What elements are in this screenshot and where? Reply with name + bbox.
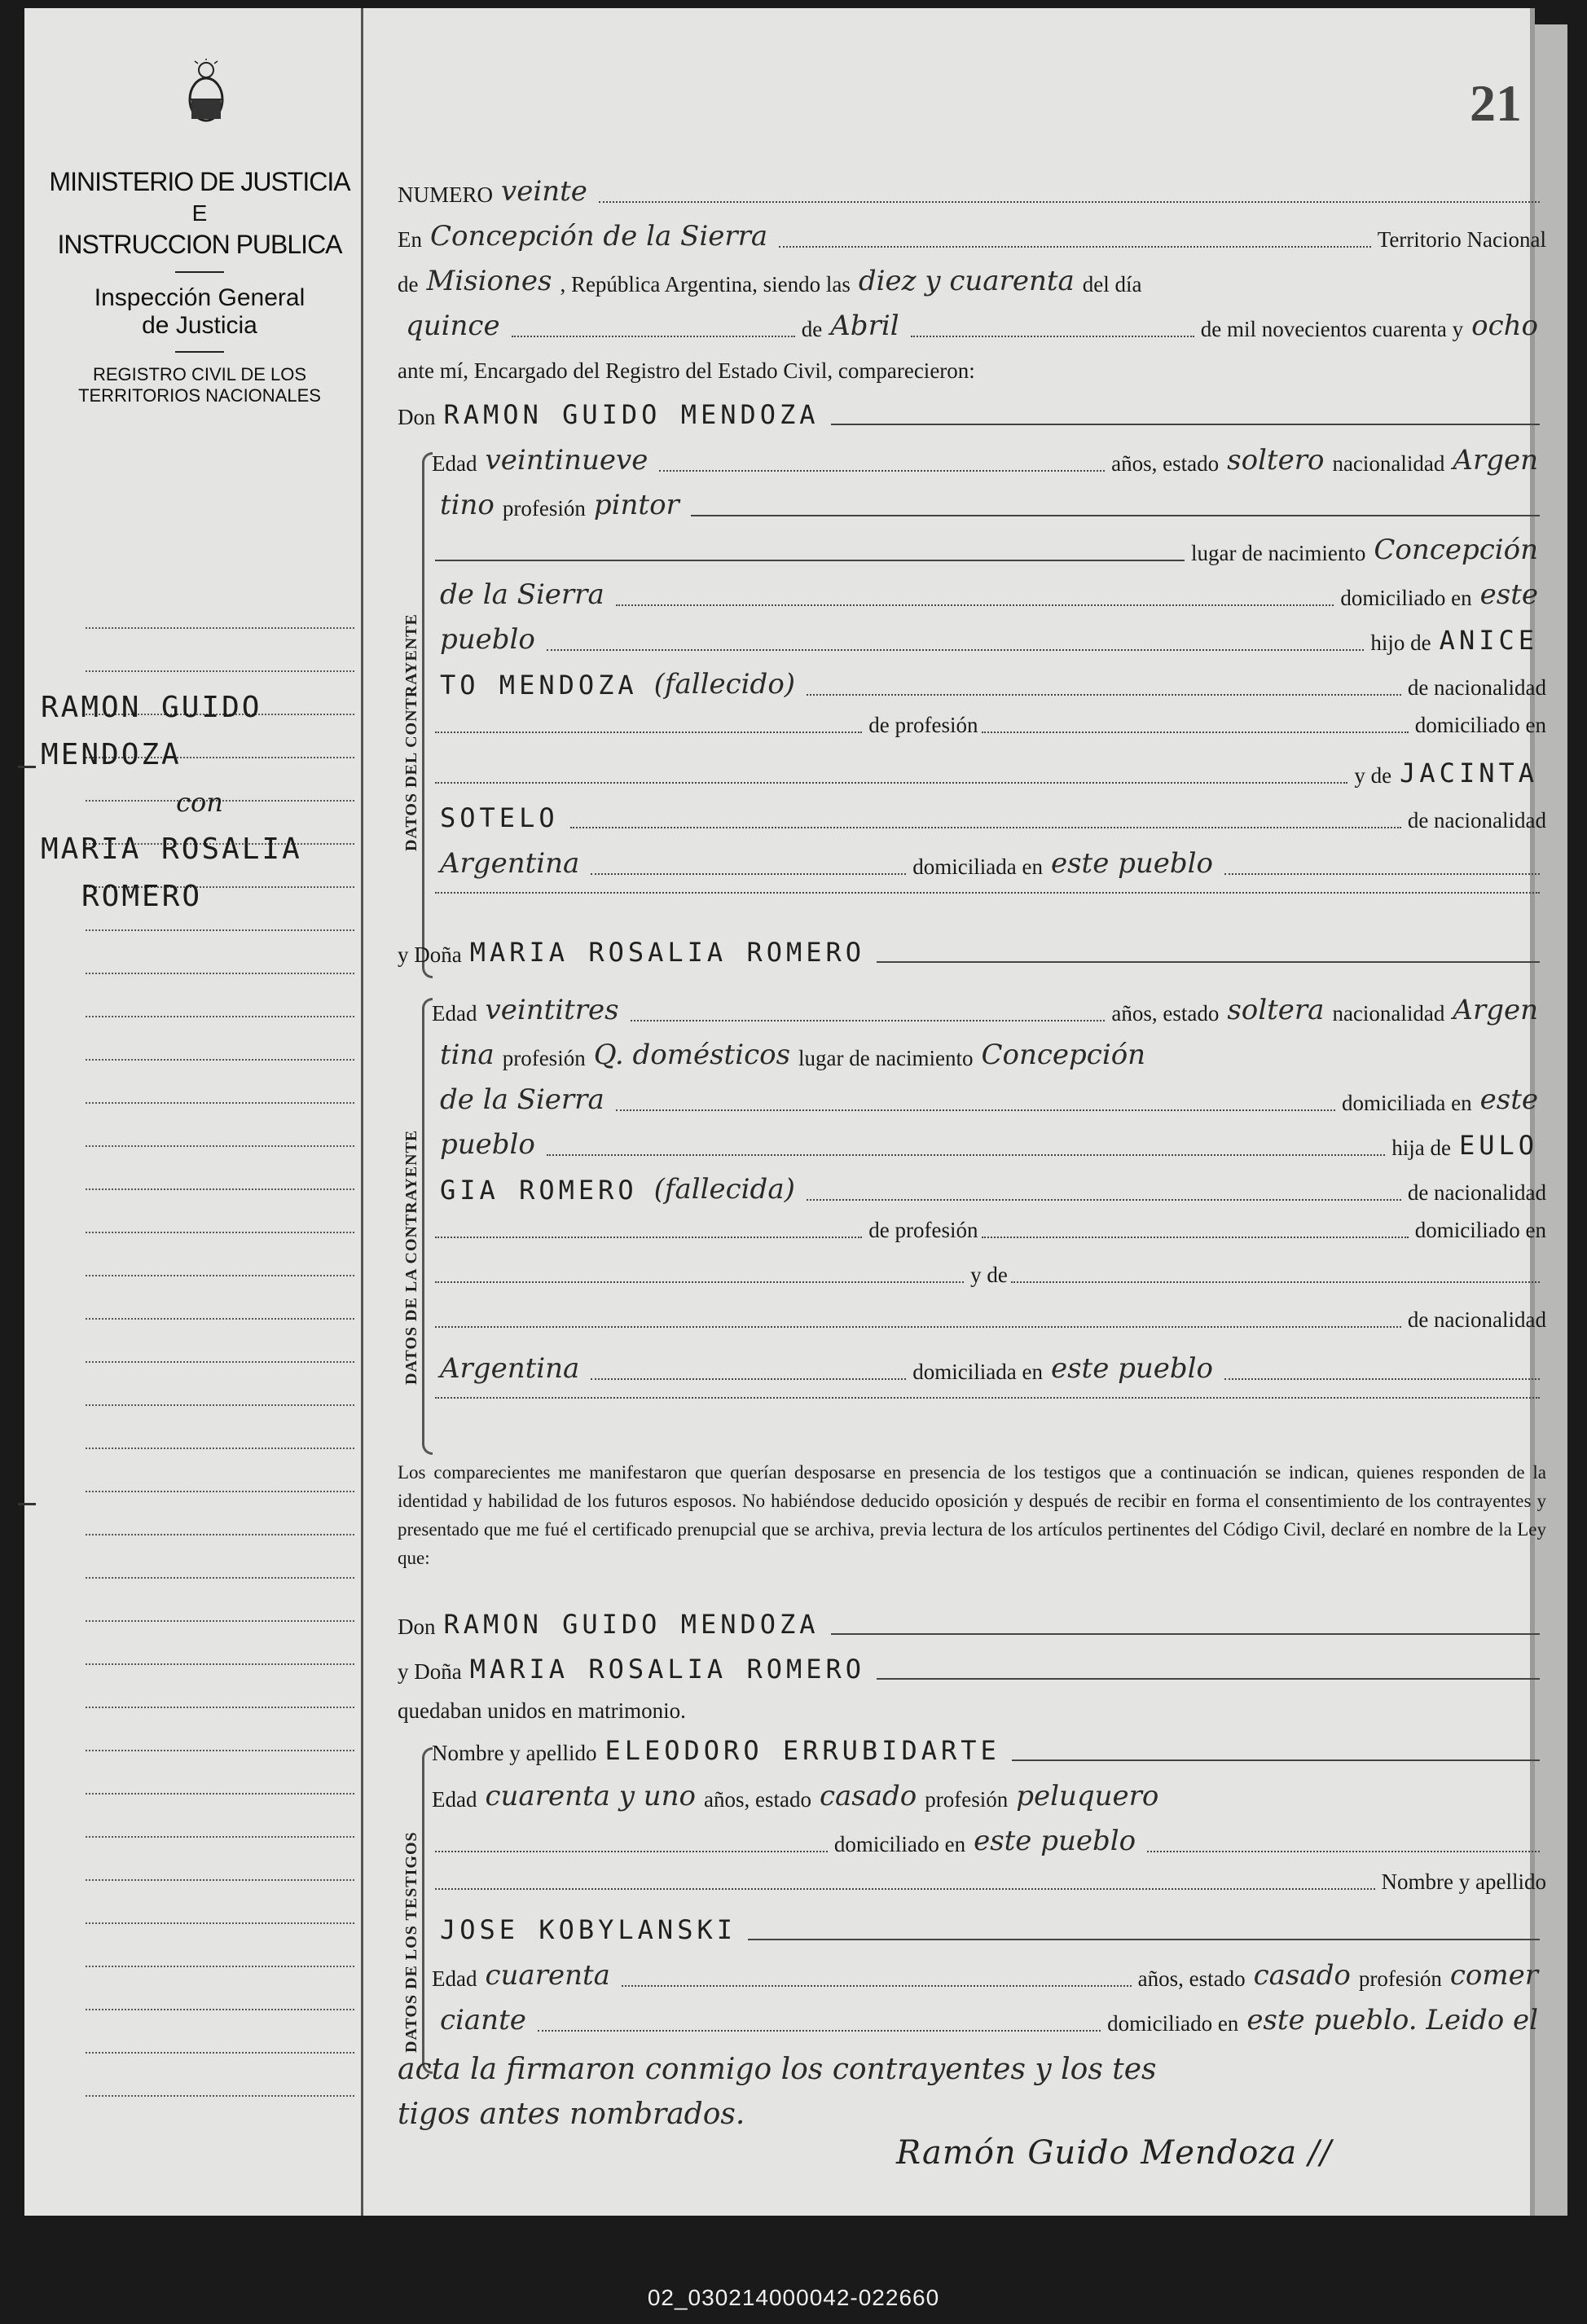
groom-madre-2: SOTELO: [440, 802, 559, 833]
row-groom-madre: [432, 802, 1546, 833]
margin-bride-line-1: MARIA ROSALIA: [41, 833, 302, 866]
lugar-nac-label: lugar de nacimiento: [1190, 541, 1366, 565]
footer-id: 02_030214000042-022660: [647, 2285, 940, 2310]
de-nac-label-2: de nacionalidad: [1407, 808, 1546, 833]
groom-edad: veintinueve: [485, 444, 648, 477]
domiciliado-label: domiciliado en: [1340, 586, 1472, 610]
w2-edad: cuarenta: [485, 1959, 610, 1992]
lugar-nac-label: lugar de nacimiento: [798, 1046, 974, 1070]
fill-line: [622, 1985, 1132, 1987]
row-w1-edad: [432, 1780, 1546, 1812]
dia-value: quince: [406, 310, 500, 342]
row-numero: [398, 175, 1546, 208]
groom-padre-nota: (fallecido): [653, 668, 796, 701]
row-w2-label: [432, 1869, 1546, 1895]
groom-nacionalidad-1: Argen: [1453, 444, 1538, 477]
decl-bride-name: MARIA ROSALIA ROMERO: [469, 1654, 866, 1685]
groom-domicilio-1: este: [1479, 578, 1538, 611]
margin-groom-line-2: MENDOZA: [41, 738, 182, 771]
row-groom-blank: [432, 892, 1546, 898]
row-groom-y-de: [432, 758, 1546, 789]
groom-nacionalidad-2: tino: [440, 489, 495, 521]
row-groom-padre-prof: [432, 713, 1546, 738]
domiciliado-label: domiciliado en: [1107, 2011, 1239, 2036]
fill-line: [570, 827, 1401, 828]
signature: Ramón Guido Mendoza //: [896, 2134, 1332, 2172]
row-w2-domicilio: [432, 2004, 1546, 2036]
w1-name: ELEODORO ERRUBIDARTE: [604, 1735, 1000, 1766]
w1-domicilio: este pueblo: [974, 1825, 1136, 1857]
fill-line: [435, 1397, 1540, 1399]
ministry-line-2: E: [191, 200, 208, 226]
domiciliada-label: domiciliada en: [912, 854, 1043, 879]
fill-line: [435, 1237, 862, 1238]
groom-padre-2: TO MENDOZA: [440, 670, 638, 701]
ministry-line-1: MINISTERIO DE JUSTICIA: [49, 167, 350, 196]
groom-lugar-nac-1: Concepción: [1374, 534, 1538, 566]
bride-estado: soltera: [1227, 994, 1325, 1026]
fill-line: [616, 604, 1334, 606]
margin-connector: con: [176, 787, 223, 818]
row-groom-edad: [432, 444, 1546, 477]
de-prof-label: de profesión: [868, 713, 978, 737]
groom-domicilio-2: pueblo: [440, 623, 535, 656]
en-label: En: [398, 227, 422, 252]
lugar-value: Concepción de la Sierra: [430, 220, 768, 253]
fill-line: [807, 1199, 1401, 1201]
nombre-label: Nombre y apellido: [432, 1741, 597, 1765]
bride-madre-1: EULO: [1458, 1130, 1538, 1161]
dona-label: y Doña: [398, 1659, 462, 1684]
ministry-line-7: TERRITORIOS NACIONALES: [78, 385, 321, 406]
fill-line: [659, 470, 1105, 472]
fill-line: [435, 731, 862, 733]
row-bride-y-de: [432, 1263, 1546, 1288]
edad-label: Edad: [432, 451, 477, 476]
fill-line: [877, 1678, 1540, 1680]
margin-bride-line-2: ROMERO: [81, 880, 203, 913]
fill-line: [1012, 1759, 1540, 1761]
fill-line: [616, 1109, 1335, 1111]
fill-line: [982, 731, 1409, 733]
fill-line: [435, 892, 1540, 894]
de-prof-label: de profesión: [868, 1218, 978, 1242]
fill-line: [547, 1154, 1385, 1156]
fill-line: [435, 1851, 828, 1852]
edad-label: Edad: [432, 1001, 477, 1026]
fill-line: [591, 1378, 906, 1380]
bride-madre-nota: (fallecida): [653, 1173, 795, 1206]
numero-label: NUMERO: [398, 182, 494, 207]
ministry-line-4: Inspección General: [94, 284, 306, 311]
divider: [175, 271, 224, 273]
anios-estado-label: años, estado: [1111, 1001, 1220, 1026]
fill-line: [631, 1020, 1106, 1021]
row-unidos: [398, 1698, 1546, 1724]
row-bride-edad: [432, 994, 1546, 1026]
fill-line: [1147, 1851, 1540, 1852]
anios-estado-label: años, estado: [1111, 451, 1220, 476]
de-nac-label: de nacionalidad: [1407, 675, 1546, 700]
fill-line: [1224, 1378, 1540, 1380]
edad-label: Edad: [432, 1787, 477, 1812]
fill-line: [831, 424, 1540, 425]
hija-label: hija de: [1391, 1136, 1451, 1160]
profesion-label: profesión: [925, 1787, 1009, 1812]
margin-groom-line-1: RAMON GUIDO: [41, 691, 262, 724]
margin-column: [24, 8, 363, 2216]
ministry-line-5: de Justicia: [142, 312, 257, 339]
groom-madre-1: JACINTA: [1400, 758, 1538, 789]
mes-value: Abril: [830, 310, 899, 342]
fill-line: [691, 515, 1540, 516]
fill-line: [748, 1939, 1540, 1940]
numero-value: veinte: [501, 175, 587, 208]
groom-name: RAMON GUIDO MENDOZA: [443, 399, 820, 430]
row-bride-hija: [432, 1128, 1546, 1161]
nacionalidad-label: nacionalidad: [1332, 1001, 1445, 1026]
bride-madre-2: GIA ROMERO: [440, 1175, 638, 1206]
domiciliada-label: domiciliada en: [1341, 1091, 1472, 1115]
y-de-label: y de: [1354, 763, 1392, 788]
margin-tick: [18, 766, 36, 768]
groom-madre-domicilio: este pueblo: [1050, 847, 1214, 880]
row-territorio: [398, 265, 1546, 297]
margin-names: [41, 684, 358, 920]
row-groom-padre: [432, 668, 1546, 701]
domiciliado-label-2: domiciliado en: [1414, 713, 1546, 737]
row-bride-profesion: [432, 1039, 1546, 1071]
ministry-line-3: INSTRUCCION PUBLICA: [57, 230, 342, 259]
row-groom-hijo: [432, 623, 1546, 656]
fill-line: [911, 336, 1194, 337]
de-nac-label-2: de nacionalidad: [1407, 1307, 1546, 1332]
bride-lugar-nac-1: Concepción: [981, 1039, 1146, 1071]
row-w1-name: [432, 1735, 1546, 1766]
republica-text: , República Argentina, siendo las: [560, 272, 851, 297]
row-bride-madre-dom: [432, 1352, 1546, 1385]
w2-profesion-2: ciante: [440, 2004, 526, 2036]
decl-groom-name: RAMON GUIDO MENDOZA: [443, 1609, 820, 1640]
row-groom-domicilio: [432, 578, 1546, 611]
row-groom-lugar-nac: [432, 534, 1546, 566]
profesion-label: profesión: [502, 1046, 586, 1070]
fill-line: [1224, 873, 1540, 875]
fill-line: [512, 336, 795, 337]
bride-madre-domicilio: este pueblo: [1050, 1352, 1214, 1385]
row-w2-edad: [432, 1959, 1546, 1992]
bride-name: MARIA ROSALIA ROMERO: [469, 937, 866, 968]
bride-edad: veintitres: [485, 994, 619, 1026]
nacionalidad-label: nacionalidad: [1332, 451, 1445, 476]
row-w1-domicilio: [432, 1825, 1546, 1857]
comparecieron-text: ante mí, Encargado del Registro del Estado Civil, comparecieron:: [398, 358, 975, 383]
groom-lugar-nac-2: de la Sierra: [440, 578, 604, 611]
row-bride-madre: [432, 1173, 1546, 1206]
row-groom-name: [398, 399, 1546, 430]
fill-line: [435, 560, 1185, 561]
declaration-text: Los comparecientes me manifestaron que querían desposarse en presencia de los testigos que a continuación se indican, quienes responden de la identidad y habilidad de los futuros esposos. No habiéndose deducido oposición y después de recibir en forma el consentimiento de los contrayentes y presentado que me fué el certificado prenupcial que se archiva, previa lectura de los artículos pertinentes del Código Civil, declaré en nombre de la Ley que:: [398, 1462, 1546, 1568]
margin-tick: [18, 1503, 36, 1505]
fill-line: [807, 694, 1401, 696]
domiciliado-label: domiciliado en: [1414, 1218, 1546, 1242]
fill-line: [435, 1326, 1401, 1328]
domiciliado-label: domiciliado en: [833, 1832, 966, 1856]
witnesses-section-label: DATOS DE LOS TESTIGOS: [402, 1831, 420, 2053]
bride-section-label: DATOS DE LA CONTRAYENTE: [402, 1129, 420, 1385]
de-label: de: [398, 272, 419, 297]
w1-estado: casado: [819, 1780, 917, 1812]
row-lugar: [398, 220, 1546, 253]
ministry-header: [41, 167, 358, 406]
del-dia-label: del día: [1082, 272, 1142, 297]
bride-profesion: Q. domésticos: [593, 1039, 791, 1071]
edad-label: Edad: [432, 1966, 477, 1991]
anio-value: ocho: [1471, 310, 1539, 342]
anios-estado-label: años, estado: [1137, 1966, 1246, 1991]
bride-nacionalidad-1: Argen: [1453, 994, 1538, 1026]
anios-estado-label: años, estado: [704, 1787, 811, 1812]
bride-nacionalidad-2: tina: [440, 1039, 495, 1071]
w1-profesion: peluquero: [1016, 1780, 1159, 1812]
nombre-label-2: Nombre y apellido: [1381, 1869, 1546, 1894]
dona-label: y Doña: [398, 942, 462, 967]
y-de-label: y de: [970, 1263, 1008, 1287]
groom-estado: soltero: [1227, 444, 1325, 477]
ministry-line-6: REGISTRO CIVIL DE LOS: [92, 364, 307, 384]
closing-line-2: tigos antes nombrados.: [398, 2098, 745, 2131]
closing-line-1: acta la firmaron conmigo los contrayentes y los tes: [398, 2053, 1157, 2086]
w2-domicilio: este pueblo. Leido el: [1246, 2004, 1538, 2036]
bride-lugar-nac-2: de la Sierra: [440, 1083, 604, 1116]
row-bride-de-nac: [432, 1307, 1546, 1333]
fill-line: [1011, 1281, 1540, 1283]
fill-line: [831, 1633, 1540, 1635]
profesion-label: profesión: [1358, 1966, 1442, 1991]
bride-domicilio-2: pueblo: [440, 1128, 535, 1161]
row-decl-bride: [398, 1654, 1546, 1685]
w1-edad: cuarenta y uno: [485, 1780, 696, 1812]
row-bride-madre-prof: [432, 1218, 1546, 1243]
unidos-text: quedaban unidos en matrimonio.: [398, 1698, 686, 1723]
row-decl-groom: [398, 1609, 1546, 1640]
row-comparecieron: [398, 358, 1546, 384]
row-fecha: [398, 310, 1546, 342]
groom-section-label: DATOS DEL CONTRAYENTE: [402, 613, 420, 851]
fill-line: [547, 649, 1365, 651]
fill-line: [435, 1888, 1375, 1890]
don-label: Don: [398, 1614, 436, 1639]
page-number: 21: [1470, 74, 1522, 132]
de-mes-label: de: [801, 317, 823, 341]
w2-estado: casado: [1253, 1959, 1351, 1992]
fill-line: [982, 1237, 1409, 1238]
w2-name: JOSE KOBYLANSKI: [440, 1914, 736, 1945]
fill-line: [538, 2030, 1101, 2032]
row-bride-name: [398, 937, 1546, 968]
w2-profesion-1: comer: [1449, 1959, 1538, 1992]
row-groom-profesion: [432, 489, 1546, 521]
bride-domicilio-1: este: [1479, 1083, 1538, 1116]
bride-madre-nac: Argentina: [440, 1352, 580, 1385]
coat-of-arms-icon: [183, 59, 229, 127]
fill-line: [435, 782, 1347, 784]
fill-line: [435, 1281, 964, 1283]
fill-line: [591, 873, 906, 875]
territorio-value: Misiones: [426, 265, 552, 297]
row-groom-madre-dom: [432, 847, 1546, 880]
fill-line: [779, 246, 1371, 248]
profesion-label: profesión: [502, 496, 586, 521]
don-label: Don: [398, 405, 436, 429]
groom-profesion: pintor: [593, 489, 679, 521]
groom-padre-1: ANICE: [1439, 625, 1538, 656]
divider: [175, 351, 224, 353]
row-bride-domicilio: [432, 1083, 1546, 1116]
hora-value: diez y cuarenta: [858, 265, 1075, 297]
hijo-label: hijo de: [1370, 630, 1431, 655]
fill-line: [599, 201, 1540, 203]
fill-line: [877, 961, 1540, 963]
anio-text: de mil novecientos cuarenta y: [1200, 317, 1464, 341]
territorio-label: Territorio Nacional: [1377, 227, 1546, 252]
de-nac-label: de nacionalidad: [1407, 1180, 1546, 1205]
row-w2-name: [432, 1914, 1546, 1945]
domiciliada-label-2: domiciliada en: [912, 1360, 1043, 1384]
row-bride-blank: [432, 1397, 1546, 1404]
groom-madre-nac: Argentina: [440, 847, 580, 880]
